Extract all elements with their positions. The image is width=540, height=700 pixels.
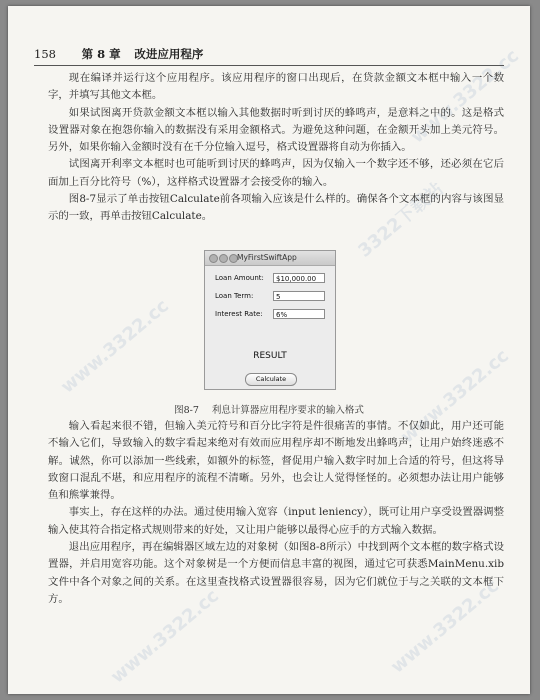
loan-amount-field: $10,000.00 bbox=[273, 273, 325, 283]
close-icon bbox=[209, 254, 218, 263]
minimize-icon bbox=[219, 254, 228, 263]
interest-rate-label: Interest Rate: bbox=[215, 310, 263, 318]
paragraph: 事实上，存在这样的办法。通过使用输入宽容（input leniency），既可让用户享受设置器调整输入使其符合指定格式规则带来的好处，又让用户能够以最得心应手的方式输入数据。 bbox=[48, 506, 504, 536]
watermark: 3322下载站 bbox=[354, 178, 448, 262]
body-text-bottom bbox=[48, 418, 504, 608]
loan-amount-label: Loan Amount: bbox=[215, 274, 264, 282]
result-label: RESULT bbox=[253, 351, 287, 361]
watermark: www.3322.cc bbox=[106, 585, 223, 688]
body-text-top bbox=[48, 70, 504, 226]
page-number: 158 bbox=[34, 47, 56, 61]
watermark: www.3322.cc bbox=[406, 45, 523, 148]
figure-caption bbox=[8, 402, 530, 416]
book-page bbox=[8, 6, 530, 694]
paragraph: 如果试图离开贷款金额文本框以输入其他数据时听到讨厌的蜂鸣声，是意料之中的。这是格式设置器对象在抱怨你输入的数据没有采用金额格式。为避免这种问题，在金额开头加上美元符号。另外，如果你输入金额时没有在千分位输入逗号，格式设置器将自动为你插入。 bbox=[48, 106, 504, 154]
paragraph: 输入看起来很不错，但输入美元符号和百分比字符是件很痛苦的事情。不仅如此，用户还可能不输入它们，导致输入的数字看起来绝对有效而应用程序却不断地发出蜂鸣声，让用户始终迷惑不解。诚然，你可以添加一些线索，如额外的标签，督促用户输入数字时加上合适的符号，但这将导致窗口混乱不堪，和应用程序的流程不清晰。另外，也会让人觉得怪怪的。必须想办法让用户能够鱼和熊掌兼得。 bbox=[48, 420, 504, 502]
window-title: MyFirstSwiftApp bbox=[237, 253, 297, 262]
loan-term-label: Loan Term: bbox=[215, 292, 254, 300]
paragraph: 试图离开利率文本框时也可能听到讨厌的蜂鸣声，因为仅输入一个数字还不够，还必须在它后面加上百分比符号（%），这样格式设置器才会接受你的输入。 bbox=[48, 158, 504, 188]
paragraph: 退出应用程序，再在编辑器区域左边的对象树（如图8-8所示）中找到两个文本框的数字格式设置器，并启用宽容功能。这个对象树是一个方便而信息丰富的视图，通过它可获悉MainMenu.xib文件中各个对象之间的关系。在这里查找格式设置器很容易，因为它们就位于与之关联的文本框下方。 bbox=[48, 541, 504, 605]
window-titlebar bbox=[205, 251, 335, 266]
watermark: www.3322.cc bbox=[386, 575, 503, 678]
page-header bbox=[34, 46, 504, 66]
chapter-number: 第 8 章 bbox=[81, 47, 121, 61]
watermark: www.3322.cc bbox=[56, 295, 173, 398]
caption-number: 图8-7 bbox=[174, 405, 199, 416]
figure-app-window bbox=[204, 250, 336, 390]
calculate-button: Calculate bbox=[245, 373, 297, 386]
interest-rate-field: 6% bbox=[273, 309, 325, 319]
chapter-title: 改进应用程序 bbox=[134, 47, 204, 61]
paragraph: 现在编译并运行这个应用程序。该应用程序的窗口出现后，在贷款金额文本框中输入一个数字，并填写其他文本框。 bbox=[48, 72, 504, 102]
loan-term-field: 5 bbox=[273, 291, 325, 301]
paragraph: 图8-7显示了单击按钮Calculate前各项输入应该是什么样的。确保各个文本框的内容与该图显示的一致，再单击按钮Calculate。 bbox=[48, 193, 504, 223]
watermark: www.3322.cc bbox=[396, 345, 513, 448]
caption-text: 利息计算器应用程序要求的输入格式 bbox=[211, 405, 364, 416]
